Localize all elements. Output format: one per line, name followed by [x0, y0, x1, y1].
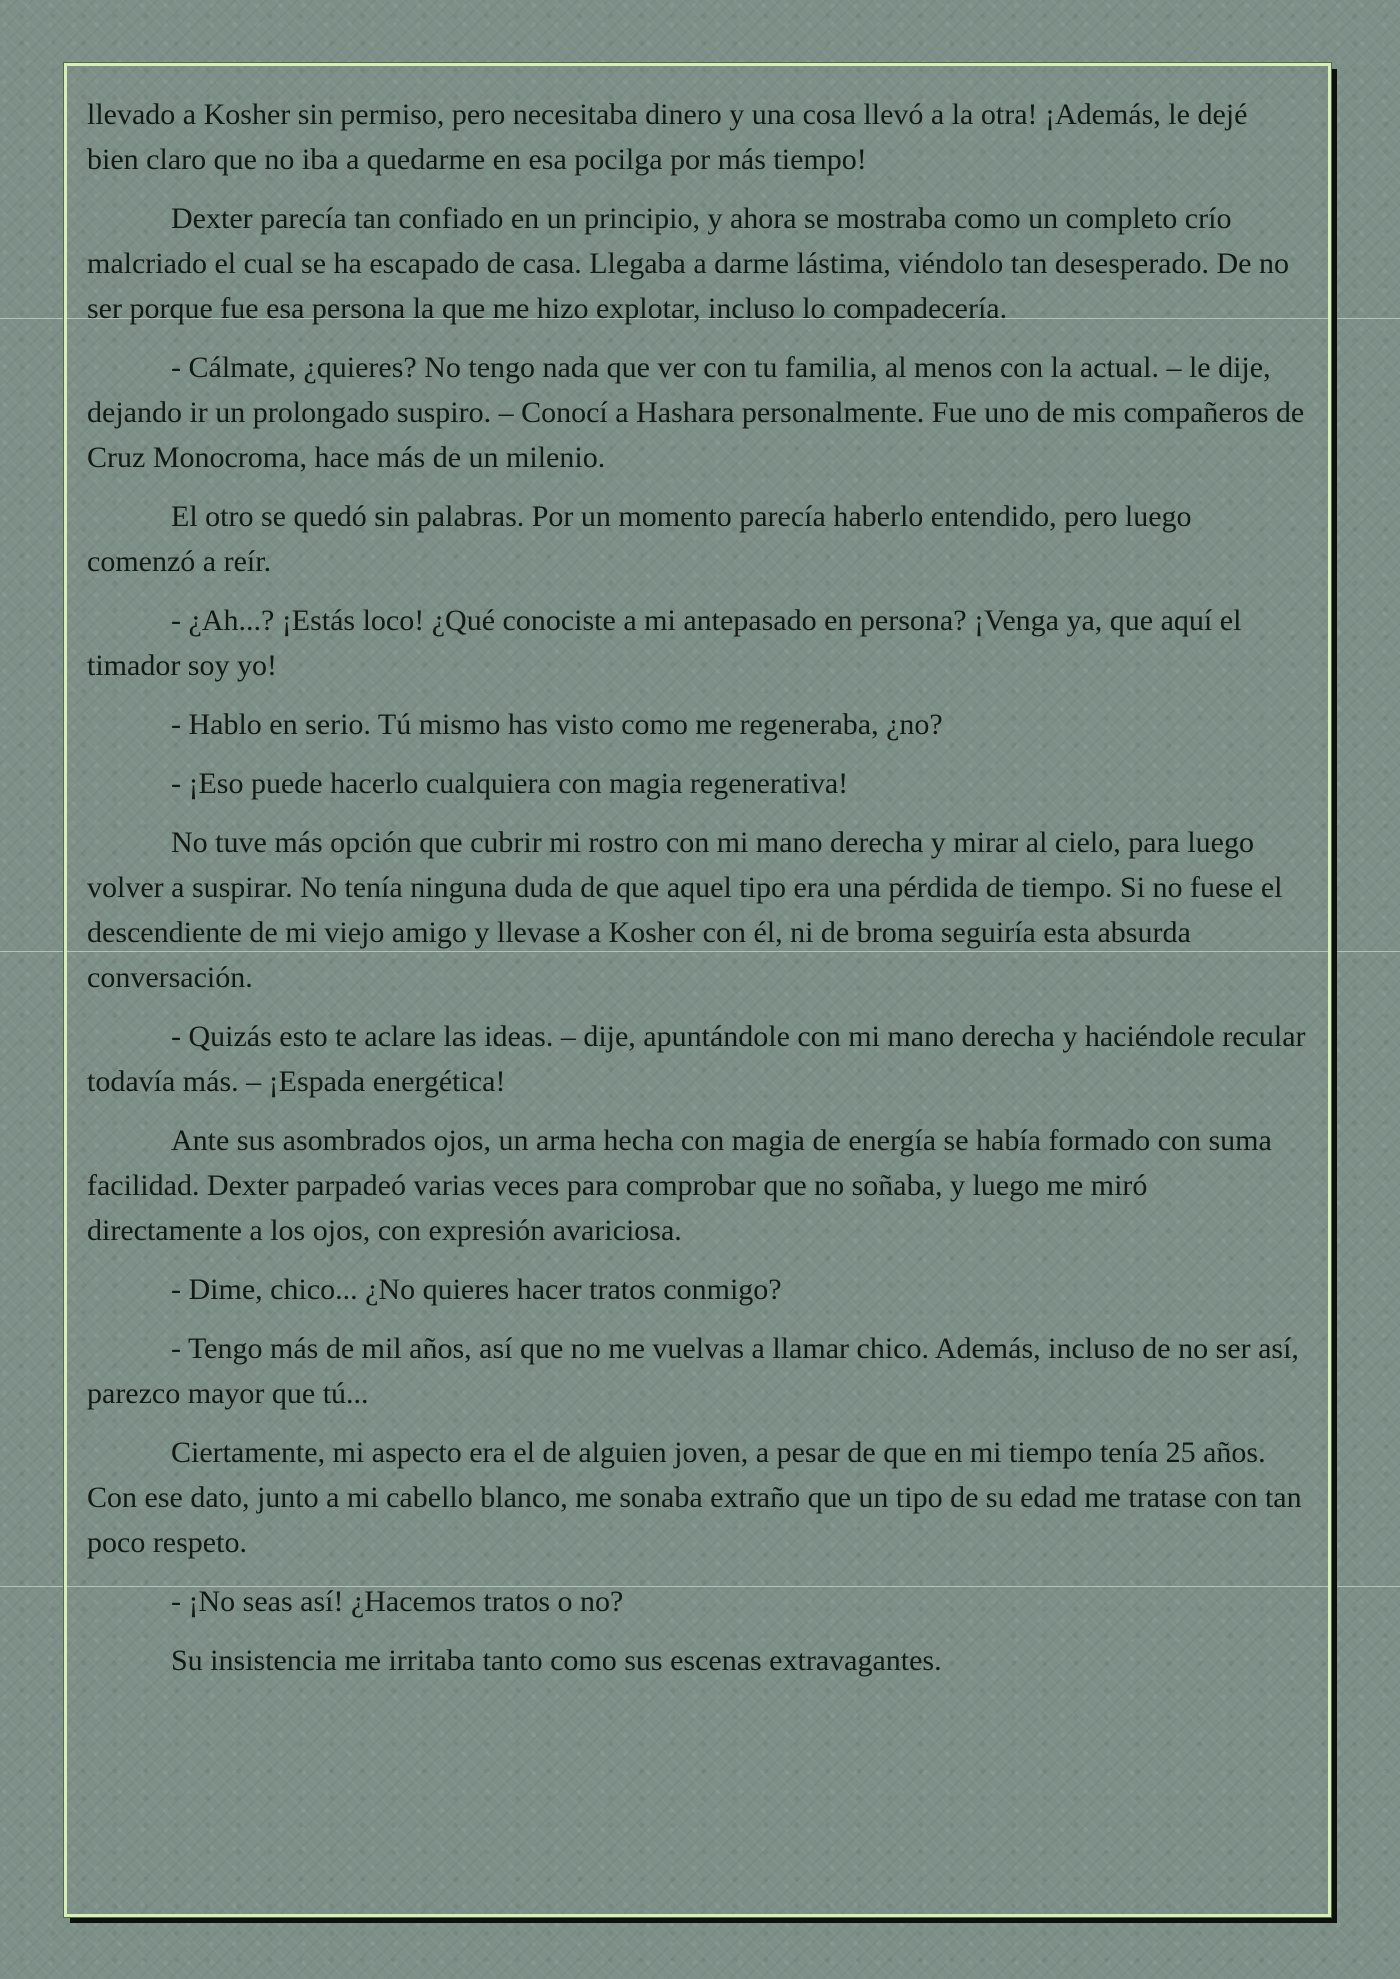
document-page	[64, 63, 1331, 1917]
paragraph-4: El otro se quedó sin palabras. Por un momento parecía haberlo entendido, pero luego comenzó a reír.	[87, 500, 1192, 578]
paragraph-10: Ante sus asombrados ojos, un arma hecha con magia de energía se había formado con suma facilidad. Dexter parpadeó varias veces para comprobar que no soñaba, y luego me miró directamente a los ojos, con expresión avariciosa.	[87, 1124, 1272, 1247]
paragraph-1: llevado a Kosher sin permiso, pero necesitaba dinero y una cosa llevó a la otra! ¡Además, le dejé bien claro que no iba a quedarme en esa pocilga por más tiempo!	[87, 98, 1248, 176]
paragraph-9: - Quizás esto te aclare las ideas. – dije, apuntándole con mi mano derecha y haciéndole recular todavía más. – ¡Espada energética!	[87, 1020, 1306, 1098]
paragraph-5: - ¿Ah...? ¡Estás loco! ¿Qué conociste a mi antepasado en persona? ¡Venga ya, que aquí el timador soy yo!	[87, 604, 1242, 682]
paragraph-14: - ¡No seas así! ¿Hacemos tratos o no?	[171, 1585, 624, 1618]
paragraph-7: - ¡Eso puede hacerlo cualquiera con magia regenerativa!	[171, 767, 849, 800]
paragraph-12: - Tengo más de mil años, así que no me vuelvas a llamar chico. Además, incluso de no ser así, parezco mayor que tú...	[87, 1332, 1299, 1410]
paragraph-13: Ciertamente, mi aspecto era el de alguien joven, a pesar de que en mi tiempo tenía 25 años. Con ese dato, junto a mi cabello blanco, me sonaba extraño que un tipo de su edad me tratase con tan poco respeto.	[87, 1436, 1302, 1559]
paragraph-6: - Hablo en serio. Tú mismo has visto como me regeneraba, ¿no?	[171, 708, 943, 741]
paragraph-2: Dexter parecía tan confiado en un principio, y ahora se mostraba como un completo crío malcriado el cual se ha escapado de casa. Llegaba a darme lástima, viéndolo tan desesperado. De no ser porque fue esa persona la que me hizo explotar, incluso lo compadecería.	[87, 202, 1289, 325]
paragraph-8: No tuve más opción que cubrir mi rostro con mi mano derecha y mirar al cielo, para luego volver a suspirar. No tenía ninguna duda de que aquel tipo era una pérdida de tiempo. Si no fuese el descendiente de mi viejo amigo y llevase a Kosher con él, ni de broma seguiría esta absurda conversación.	[87, 826, 1283, 994]
paragraph-11: - Dime, chico... ¿No quieres hacer tratos conmigo?	[171, 1273, 782, 1306]
paragraph-3: - Cálmate, ¿quieres? No tengo nada que ver con tu familia, al menos con la actual. – le dije, dejando ir un prolongado suspiro. – Conocí a Hashara personalmente. Fue uno de mis compañeros de Cruz Monocroma, hace más de un milenio.	[87, 351, 1305, 474]
paragraph-15: Su insistencia me irritaba tanto como sus escenas extravagantes.	[171, 1644, 942, 1677]
